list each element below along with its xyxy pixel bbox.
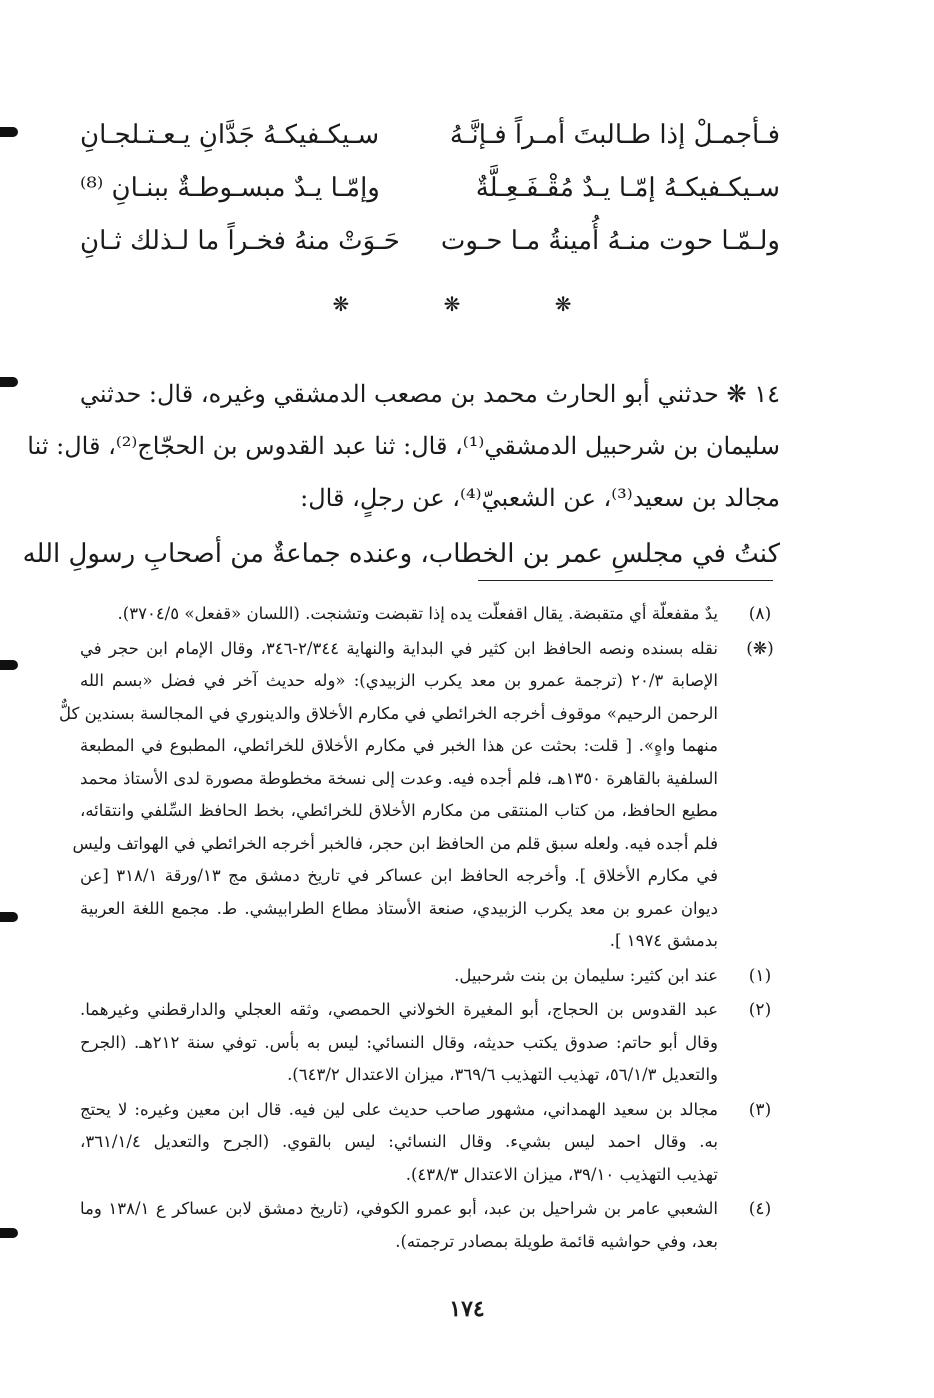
footnote-number: (٣) bbox=[748, 1099, 772, 1120]
footnote-line: مطيع الحافظ، من كتاب المنتقى من مكارم الأخلاق للخرائطي، بخط الحافظ السِّلفي وانتقائه، bbox=[80, 801, 718, 820]
poem-hemistich-first: سـيكـفيكـهُ إمّـا يـدٌ مُقْـفَـعِـلَّةٌ bbox=[475, 173, 780, 203]
footnote-number: (٢) bbox=[748, 1000, 772, 1020]
footnote-line: فلم أجده فيه. ولعله سبق قلم من الحافظ ابن حجر، فالخبر أخرجه الخرائطي في الهواتف وليس bbox=[72, 833, 718, 853]
footnote-line: بدمشق ١٩٧٤ ]. bbox=[609, 931, 718, 950]
poem-verse bbox=[80, 168, 780, 221]
footnote bbox=[59, 633, 780, 958]
footnote-line: والتعديل ٥٦/١/٣، تهذيب التهذيب ٣٦٩/٦، ميزان الاعتدال ٦٤٣/٢). bbox=[287, 1065, 718, 1084]
main-text-line: سليمان بن شرحبيل الدمشقي⁽¹⁾، قال: ثنا عبد القدوس بن الحجّاج⁽²⁾، قال: ثنا bbox=[27, 432, 780, 460]
main-text-line: كنتُ في مجلسِ عمر بن الخطاب، وعنده جماعةٌ من أصحابِ رسولِ الله bbox=[22, 539, 780, 569]
margin-mark bbox=[0, 127, 18, 137]
footnote-line: بعد، وفي حواشيه قائمة طويلة بمصادر ترجمته). bbox=[395, 1231, 718, 1251]
footnote-divider bbox=[478, 580, 773, 581]
footnote-number: (١) bbox=[748, 965, 772, 986]
footnote-line: السلفية بالقاهرة ١٣٥٠هـ، فلم أجده فيه. وعدت إلى نسخة مخطوطة مصورة لدى الأستاذ محمد bbox=[80, 768, 718, 788]
footnote-line: تهذيب التهذيب ٣٩/١٠، ميزان الاعتدال ٤٣٨/٣). bbox=[405, 1164, 718, 1184]
margin-mark bbox=[0, 377, 18, 387]
main-text bbox=[22, 368, 780, 580]
footnote-line: ديوان عمرو بن معد يكرب الزبيدي، صنعة الأستاذ مطاع الطرابيشي. ط. مجمع اللغة العربية bbox=[80, 898, 718, 918]
footnote-line: وقال أبو حاتم: صدوق يكتب حديثه، وقال النسائي: ليس به بأس. توفي سنة ٢١٢هـ. (الجرح bbox=[80, 1032, 718, 1052]
footnote-line: نقله بسنده ونصه الحافظ ابن كثير في البداية والنهاية ٢/٣٤٤-٣٤٦، وقال الإمام ابن حجر في bbox=[80, 638, 718, 658]
poem-verse bbox=[80, 115, 780, 168]
footnote-line: مجالد بن سعيد الهمداني، مشهور صاحب حديث على لين فيه. قال ابن معين وغيره: لا يحتج bbox=[80, 1099, 718, 1119]
poem bbox=[80, 115, 780, 274]
margin-mark bbox=[0, 1228, 18, 1238]
footnote-line: في مكارم الأخلاق ]. وأخرجه الحافظ ابن عساكر في تاريخ دمشق مج ١٣/ورقة ٣١٨/١ [عن bbox=[80, 866, 718, 885]
asterism-icon: ❋ bbox=[332, 292, 380, 316]
footnotes bbox=[59, 598, 780, 1260]
footnote-number: (٤) bbox=[748, 1199, 772, 1219]
footnote bbox=[80, 994, 780, 1092]
poem-hemistich-first: فـأجمـلْ إذا طـالبتَ أمـراً فـإنَّـهُ bbox=[449, 120, 780, 150]
footnote bbox=[80, 1193, 780, 1258]
footnote bbox=[80, 1094, 780, 1192]
poem-verse bbox=[80, 221, 780, 274]
footnote-line: الإصابة ٢٠/٣ (ترجمة عمرو بن معد يكرب الزبيدي): «وله حديث آخر في فضل «بسم الله bbox=[80, 671, 719, 690]
footnote bbox=[80, 960, 780, 993]
footnote-number: (٨) bbox=[748, 604, 772, 624]
margin-mark bbox=[0, 912, 18, 922]
footnote-line: عبد القدوس بن الحجاج، أبو المغيرة الخولاني الحمصي، وثقه العجلي والدارقطني وغيرهما. bbox=[80, 1000, 718, 1019]
asterism-icon: ❋ bbox=[554, 292, 602, 316]
footnote-line: عند ابن كثير: سليمان بن بنت شرحبيل. bbox=[454, 965, 718, 985]
footnote bbox=[80, 598, 780, 631]
main-text-line: ١٤ ❋ حدثني أبو الحارث محمد بن مصعب الدمشقي وغيره، قال: حدثني bbox=[79, 380, 780, 408]
footnote-number: (❋) bbox=[746, 638, 774, 659]
poem-hemistich-first: ولـمّـا حوت منـهُ أُمينةُ مـا حـوت bbox=[440, 226, 780, 256]
asterism-icon: ❋ bbox=[443, 292, 491, 316]
footnote-line: الشعبي عامر بن شراحيل بن عبد، أبو عمرو الكوفي، (تاريخ دمشق لابن عساكر ع ١٣٨/١ وما bbox=[80, 1199, 718, 1218]
poem-hemistich-second: سـيكـفيكـهُ جَدَّانِ يـعـتـلجـانِ bbox=[80, 120, 380, 150]
main-text-line: مجالد بن سعيد⁽³⁾، عن الشعبيّ⁽⁴⁾، عن رجلٍ، قال: bbox=[300, 484, 780, 512]
poem-hemistich-second: حَـوَتْ منهُ فخـراً ما لـذلك ثـانِ bbox=[80, 226, 400, 256]
footnote-line: منهما واهٍ». [ قلت: بحثت عن هذا الخبر في مكارم الأخلاق للخرائطي، المطبوع في المطبعة bbox=[80, 736, 718, 755]
poem-hemistich-second: وإمّـا يـدٌ مبسـوطـةٌ ببنـانِ ⁽⁸⁾ bbox=[80, 173, 380, 203]
footnote-line: الرحمن الرحيم» موقوف أخرجه الخرائطي في مكارم الأخلاق والدينوري في المجالسة بسندين كلٌّ bbox=[59, 703, 718, 723]
section-separator bbox=[0, 292, 934, 316]
footnote-line: به. وقال احمد ليس بشيء. وقال النسائي: ليس بالقوي. (الجرح والتعديل ٣٦١/١/٤، bbox=[80, 1132, 718, 1151]
page-number: ١٧٤ bbox=[449, 1296, 485, 1322]
margin-mark bbox=[0, 660, 18, 670]
footnote-line: يدٌ مقفعلّة أي متقبضة. يقال اقفعلّت يده إذا تقبضت وتشنجت. (اللسان «قفعل» ٣٧٠٤/٥). bbox=[117, 604, 718, 623]
